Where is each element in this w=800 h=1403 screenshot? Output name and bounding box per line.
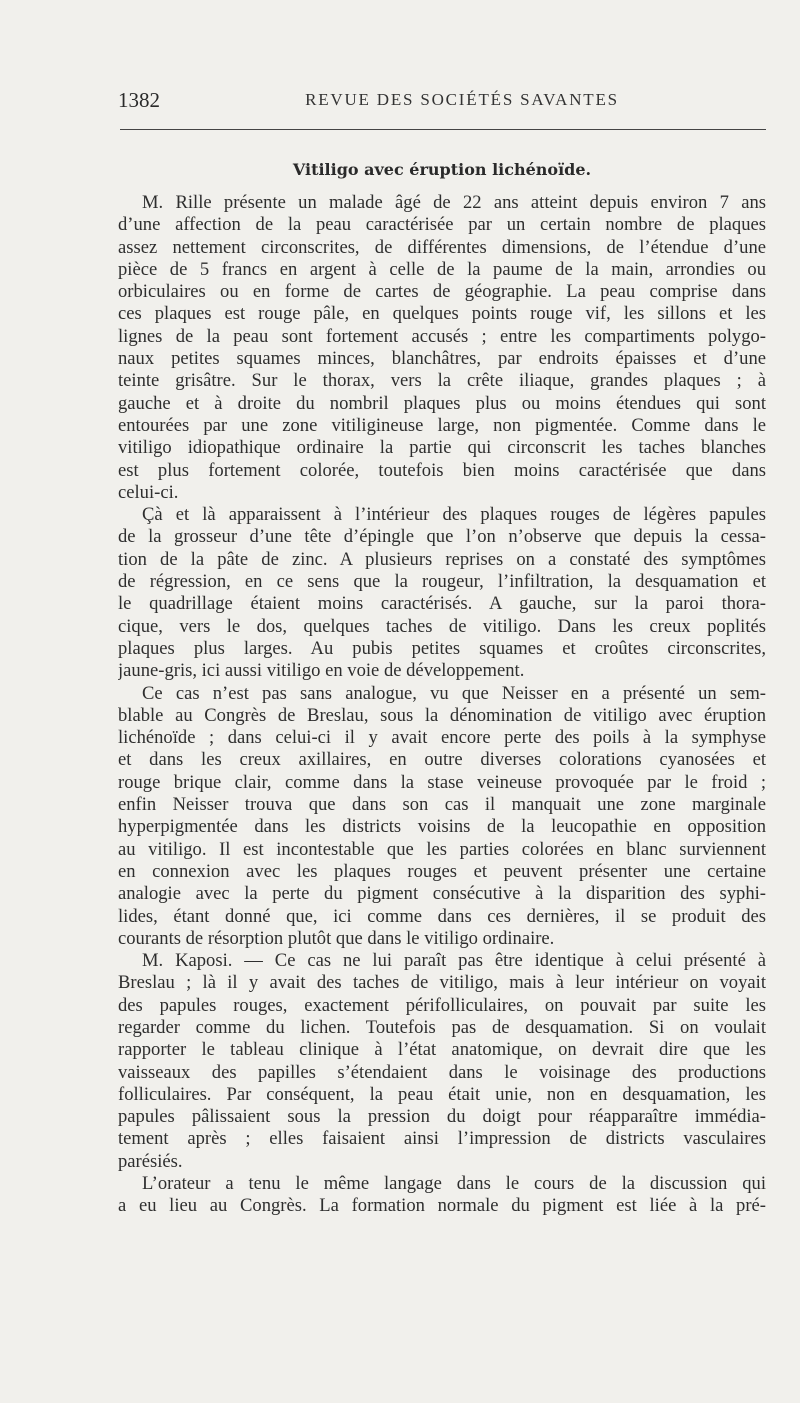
- text-line: entourées par une zone vitiligineuse large, non pigmentée. Comme dans le: [118, 414, 766, 436]
- text-line: tion de la pâte de zinc. A plusieurs reprises on a constaté des symptômes: [118, 548, 766, 570]
- text-line: a eu lieu au Congrès. La formation normale du pigment est liée à la pré-: [118, 1195, 766, 1217]
- body-text: [118, 192, 766, 1218]
- text-line: et dans les creux axillaires, en outre diverses colorations cyanosées et: [118, 749, 766, 771]
- text-line: folliculaires. Par conséquent, la peau était unie, non en desquamation, les: [118, 1083, 766, 1105]
- text-line: ces plaques est rouge pâle, en quelques points rouge vif, les sillons et les: [118, 303, 766, 325]
- text-line: en connexion avec les plaques rouges et peuvent présenter une certaine: [118, 860, 766, 882]
- text-line: Breslau ; là il y avait des taches de vitiligo, mais à leur intérieur on voyait: [118, 972, 766, 994]
- text-line: hyperpigmentée dans les districts voisins de la leucopathie en opposition: [118, 816, 766, 838]
- text-line: enfin Neisser trouva que dans son cas il manquait une zone marginale: [118, 794, 766, 816]
- text-line: lignes de la peau sont fortement accusés ; entre les compartiments polygo-: [118, 325, 766, 347]
- text-line: plaques plus larges. Au pubis petites squames et croûtes circonscrites,: [118, 637, 766, 659]
- text-line: d’une affection de la peau caractérisée par un certain nombre de plaques: [118, 214, 766, 236]
- text-line: pièce de 5 francs en argent à celle de la paume de la main, arrondies ou: [118, 258, 766, 280]
- text-line: orbiculaires ou en forme de cartes de géographie. La peau comprise dans: [118, 281, 766, 303]
- text-line: parésiés.: [118, 1150, 183, 1172]
- text-line: jaune-gris, ici aussi vitiligo en voie de développement.: [118, 660, 525, 682]
- text-line: naux petites squames minces, blanchâtres, par endroits épaisses et d’une: [118, 348, 766, 370]
- text-line: le quadrillage étaient moins caractérisés. A gauche, sur la paroi thora-: [118, 593, 766, 615]
- text-line: cique, vers le dos, quelques taches de vitiligo. Dans les creux poplités: [118, 615, 766, 637]
- text-line: assez nettement circonscrites, de différentes dimensions, de l’étendue d’une: [118, 236, 766, 258]
- text-line: teinte grisâtre. Sur le thorax, vers la crête iliaque, grandes plaques ; à: [118, 370, 766, 392]
- text-line: de régression, en ce sens que la rougeur, l’infiltration, la desquamation et: [118, 571, 766, 593]
- text-line: papules pâlissaient sous la pression du doigt pour réapparaître immédia-: [118, 1106, 766, 1128]
- text-line: M. Rille présente un malade âgé de 22 ans atteint depuis environ 7 ans: [142, 192, 766, 213]
- text-line: Ce cas n’est pas sans analogue, vu que Neisser en a présenté un sem-: [142, 682, 766, 704]
- text-line: M. Kaposi. — Ce cas ne lui paraît pas être identique à celui présenté à: [142, 950, 766, 972]
- text-line: Çà et là apparaissent à l’intérieur des plaques rouges de légères papules: [142, 504, 766, 526]
- text-line: L’orateur a tenu le même langage dans le cours de la discussion qui: [142, 1173, 766, 1195]
- text-line: de la grosseur d’une tête d’épingle que l’on n’observe que depuis la cessa-: [118, 526, 766, 548]
- page-header: [118, 88, 766, 118]
- section-title: Vitiligo avec éruption lichénoïde.: [292, 160, 592, 179]
- text-line: au vitiligo. Il est incontestable que les parties colorées en blanc surviennent: [118, 838, 766, 860]
- text-line: analogie avec la perte du pigment consécutive à la disparition des syphi-: [118, 883, 766, 905]
- text-line: lichénoïde ; dans celui-ci il y avait encore perte des poils à la symphyse: [118, 727, 766, 749]
- text-line: est plus fortement colorée, toutefois bien moins caractérisée que dans: [118, 459, 766, 481]
- text-line: gauche et à droite du nombril plaques plus ou moins étendues qui sont: [118, 392, 766, 414]
- running-title: REVUE DES SOCIÉTÉS SAVANTES: [305, 90, 619, 109]
- text-line: lides, étant donné que, ici comme dans ces dernières, il se produit des: [118, 905, 766, 927]
- text-line: courants de résorption plutôt que dans le vitiligo ordinaire.: [118, 927, 555, 949]
- text-line: blable au Congrès de Breslau, sous la dénomination de vitiligo avec éruption: [118, 704, 766, 726]
- text-line: des papules rouges, exactement périfolliculaires, on pouvait par suite les: [118, 994, 766, 1016]
- text-line: rapporter le tableau clinique à l’état anatomique, on devrait dire que les: [118, 1039, 766, 1061]
- page-number: 1382: [118, 88, 160, 112]
- text-line: regarder comme du lichen. Toutefois pas de desquamation. Si on voulait: [118, 1016, 766, 1038]
- text-line: celui-ci.: [118, 481, 179, 503]
- text-line: tement après ; elles faisaient ainsi l’impression de districts vasculaires: [118, 1128, 766, 1150]
- text-line: rouge brique clair, comme dans la stase veineuse provoquée par le froid ;: [118, 771, 766, 793]
- text-line: vitiligo idiopathique ordinaire la partie qui circonscrit les taches blanches: [118, 437, 766, 459]
- header-rule: [120, 129, 766, 130]
- text-line: vaisseaux des papilles s’étendaient dans le voisinage des productions: [118, 1061, 766, 1083]
